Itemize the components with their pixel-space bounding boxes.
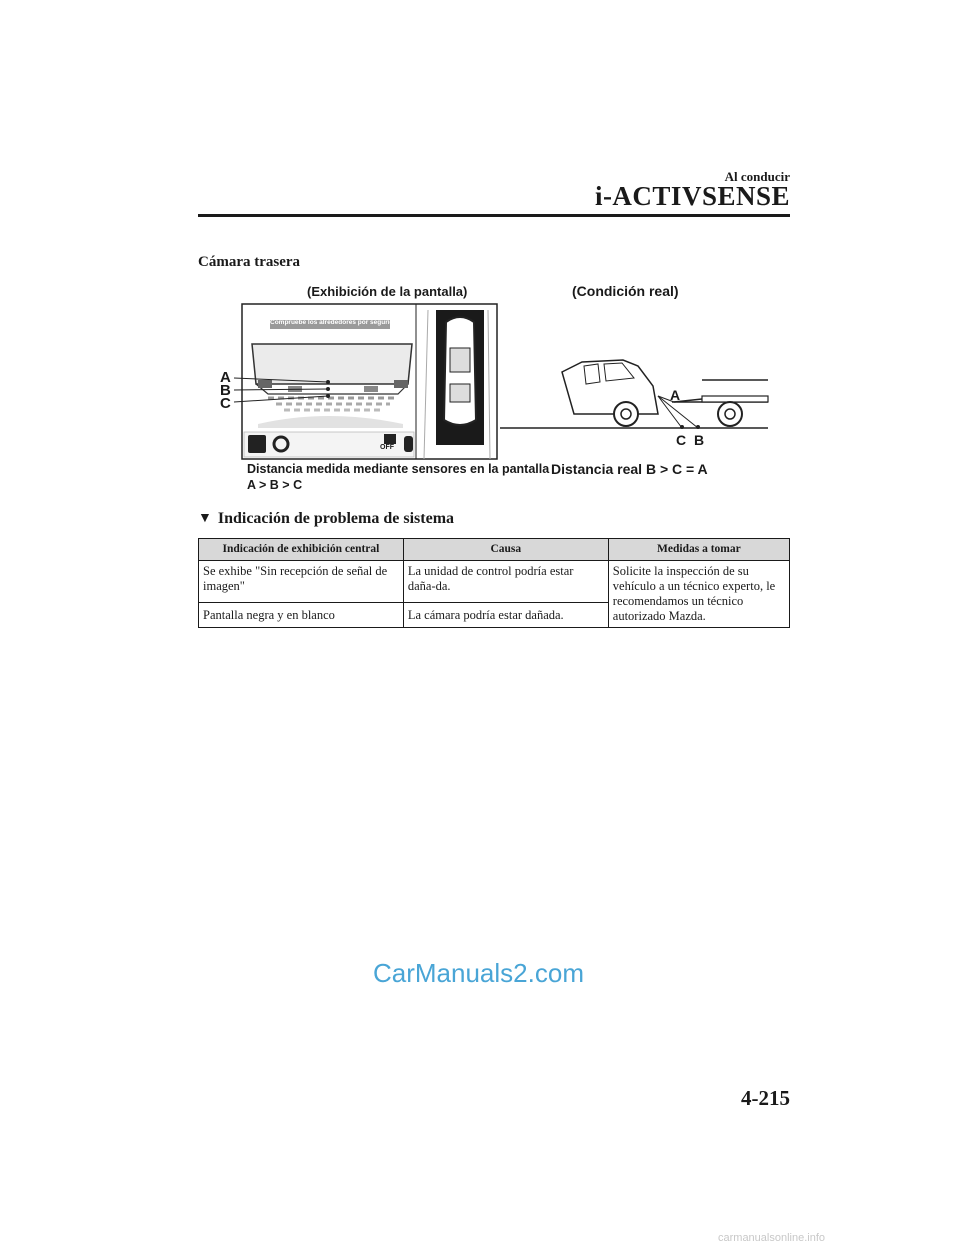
table-header-action: Medidas a tomar [608, 539, 789, 561]
real-marker-b: B [694, 432, 705, 448]
real-marker-a: A [670, 387, 681, 403]
subsection-title [198, 510, 454, 528]
system-problem-table [198, 538, 790, 628]
side-view-car [562, 360, 658, 414]
running-header-chapter: i-ACTIVSENSE [594, 181, 790, 211]
trailer-bed [702, 396, 768, 402]
camera-switch-icon [248, 435, 266, 453]
real-marker-c: C [676, 432, 687, 448]
table-cell-cause: La cámara podría estar dañada. [403, 603, 608, 628]
bumper-sensor-right [394, 380, 408, 388]
parking-sensor-icon [384, 434, 396, 444]
off-label: OFF [380, 444, 394, 451]
triangle-bullet-icon: ▼ [198, 511, 212, 526]
screen-display-label: (Exhibición de la pantalla) [307, 284, 468, 299]
rear-wheel [614, 402, 638, 426]
table-header-cause: Causa [403, 539, 608, 561]
table-header-indication: Indicación de exhibición central [199, 539, 404, 561]
real-condition-label: (Condición real) [572, 283, 679, 299]
watermark-link[interactable]: CarManuals2.com [373, 958, 584, 988]
car-top-icon [404, 436, 413, 452]
screen-marker-a: A [220, 369, 231, 386]
table-cell-cause: La unidad de control podría estar daña-da. [403, 561, 608, 603]
running-header-section: Al conducir [724, 169, 790, 184]
screen-marker-c: C [220, 395, 231, 412]
table-cell-indication: Pantalla negra y en blanco [199, 603, 404, 628]
page-number: 4-215 [741, 1086, 790, 1110]
sensor-caption-line1: Distancia medida mediante sensores en la pantalla [247, 462, 550, 476]
section-title: Cámara trasera [198, 254, 301, 270]
trailer-wheel [718, 402, 742, 426]
screen-banner-text: Compruebe los alrededores por seguridad [270, 319, 402, 326]
bumper-sensor-left [258, 380, 272, 388]
rear-bumper [252, 344, 412, 384]
table-header-row [199, 539, 790, 561]
sensor-caption-line2: A > B > C [247, 478, 303, 492]
header-rule [198, 214, 790, 217]
footer-watermark: carmanualsonline.info [718, 1232, 826, 1244]
table-cell-indication: Se exhibe "Sin recepción de señal de imagen" [199, 561, 404, 603]
subsection-title-text: Indicación de problema de sistema [217, 510, 455, 527]
screen-marker-b: B [220, 382, 231, 399]
table-cell-action: Solicite la inspección de su vehículo a un técnico experto, le recomendamos un técnico autorizado Mazda. [608, 561, 789, 628]
table-row [199, 561, 790, 603]
real-distance-caption: Distancia real B > C = A [551, 461, 708, 477]
